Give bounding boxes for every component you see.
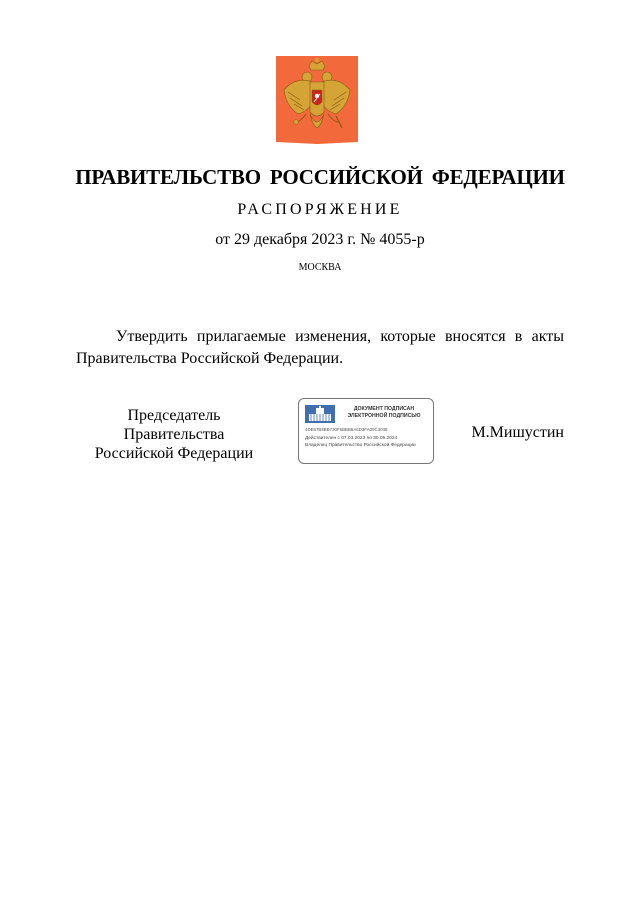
stamp-heading bbox=[335, 406, 433, 420]
signer-title-line1: Председатель Правительства bbox=[123, 407, 225, 443]
document-date-number: от 29 декабря 2023 г. № 4055-р bbox=[215, 231, 425, 248]
signer-title bbox=[76, 406, 272, 463]
signer-title-line2: Российской Федерации bbox=[94, 445, 254, 462]
coat-of-arms-icon bbox=[276, 56, 358, 144]
electronic-signature-stamp bbox=[298, 398, 434, 464]
stamp-owner: Владелец Правительство Российской Федерации bbox=[305, 443, 416, 448]
stamp-certificate: 4DE57B8BB730F6BBB6A6D3FA09C3038 bbox=[305, 427, 388, 432]
document-type: РАСПОРЯЖЕНИЕ bbox=[237, 201, 403, 218]
body-paragraph: Утвердить прилагаемые изменения, которые вносятся в акты Правительства Российской Федерации. bbox=[76, 328, 564, 367]
organization-title: ПРАВИТЕЛЬСТВО РОССИЙСКОЙ ФЕДЕРАЦИИ bbox=[75, 165, 565, 189]
stamp-heading-line1: ДОКУМЕНТ ПОДПИСАН bbox=[353, 406, 415, 412]
stamp-validity: Действителен с 07.03.2023 по 30.05.2024 bbox=[305, 436, 398, 441]
government-building-icon bbox=[305, 405, 335, 423]
document-city: МОСКВА bbox=[298, 262, 342, 273]
signer-name: М.Мишустин bbox=[471, 424, 564, 441]
stamp-heading-line2: ЭЛЕКТРОННОЙ ПОДПИСЬЮ bbox=[347, 413, 421, 419]
